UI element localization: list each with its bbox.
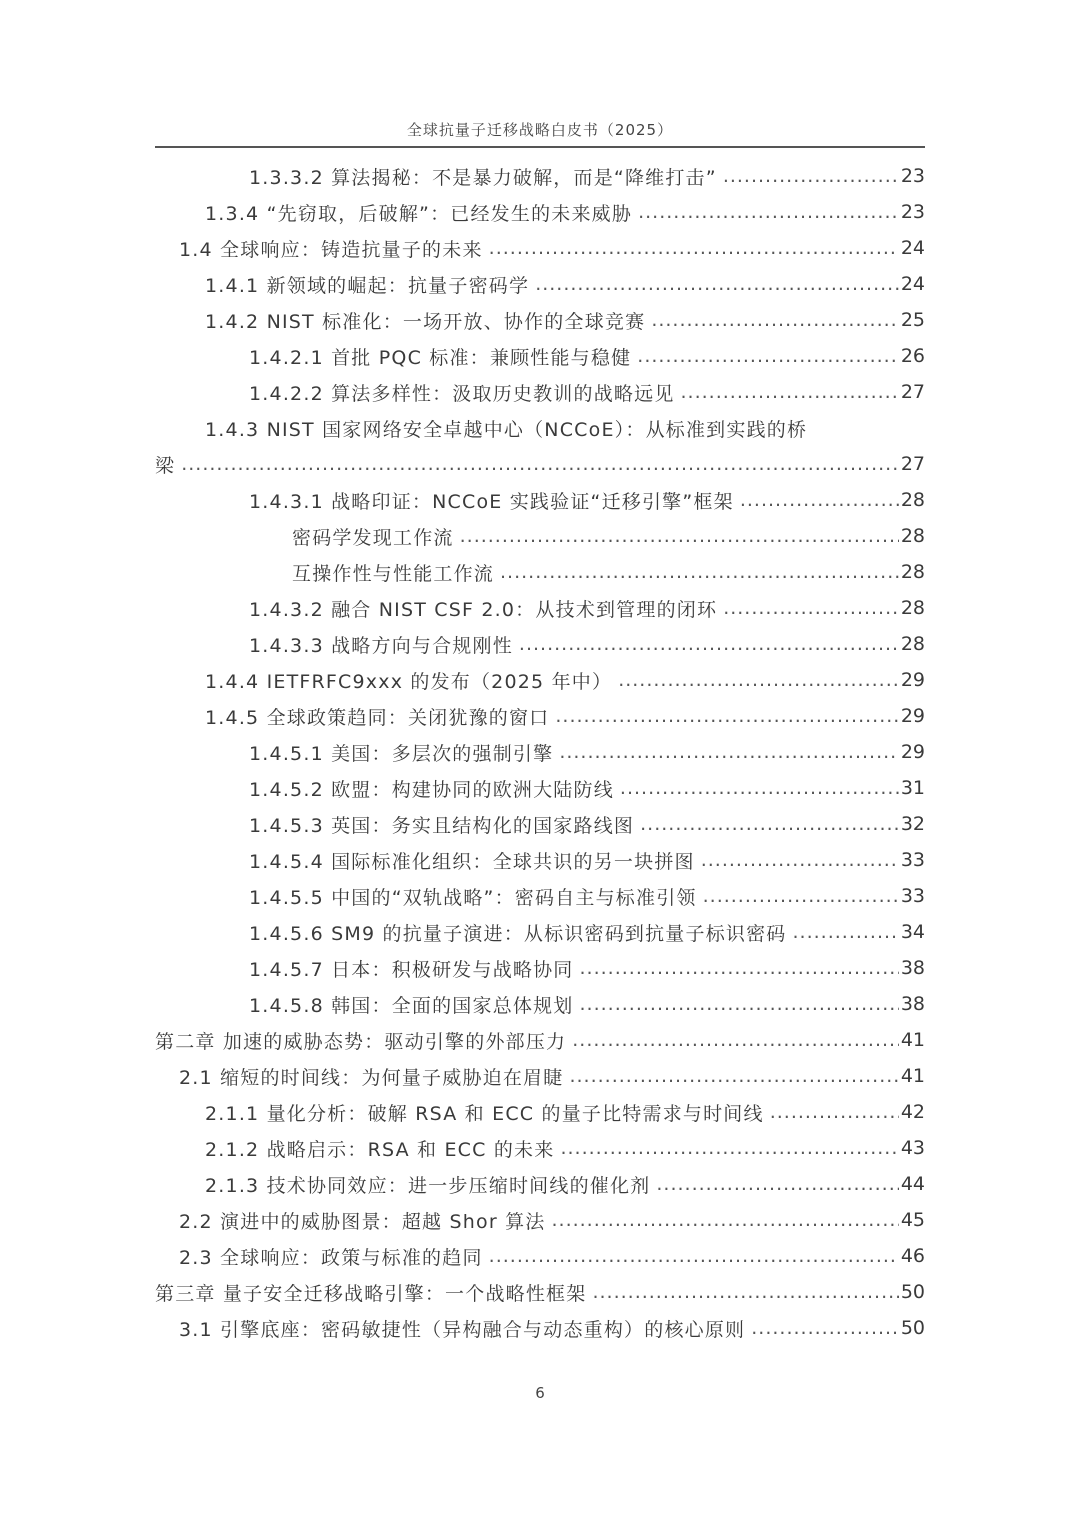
toc-entry-title: 2.1.1 量化分析：破解 RSA 和 ECC 的量子比特需求与时间线 bbox=[205, 1102, 764, 1125]
toc-leader bbox=[551, 1209, 898, 1231]
toc-entry[interactable] bbox=[155, 554, 925, 590]
toc-entry-title: 1.4.2.2 算法多样性：汲取历史教训的战略远见 bbox=[249, 382, 675, 405]
toc-page-number: 29 bbox=[900, 741, 925, 763]
toc-entry[interactable] bbox=[155, 950, 925, 986]
toc-page-number: 31 bbox=[900, 777, 925, 799]
toc-page-number: 42 bbox=[900, 1101, 925, 1123]
toc-leader bbox=[656, 1173, 898, 1195]
toc-entry[interactable] bbox=[155, 734, 925, 770]
toc-leader bbox=[569, 1065, 898, 1087]
toc-entry-title: 1.4.5.8 韩国：全面的国家总体规划 bbox=[249, 994, 574, 1017]
toc-page-number: 27 bbox=[900, 381, 925, 403]
toc-page-number: 41 bbox=[900, 1029, 925, 1051]
header-rule bbox=[155, 146, 925, 148]
toc-entry-title: 1.4.5.7 日本：积极研发与战略协同 bbox=[249, 958, 574, 981]
toc-entry-continuation[interactable] bbox=[155, 446, 925, 482]
toc-entry[interactable] bbox=[155, 194, 925, 230]
toc-leader bbox=[740, 489, 899, 511]
toc-entry[interactable] bbox=[155, 842, 925, 878]
toc-entry-title: 1.4.3 NIST 国家网络安全卓越中心（NCCoE）：从标准到实践的桥 bbox=[205, 418, 808, 441]
toc-entry-title: 第三章 量子安全迁移战略引擎：一个战略性框架 bbox=[155, 1282, 587, 1305]
toc-leader bbox=[723, 597, 899, 619]
toc-entry-title: 1.4.5.3 英国：务实且结构化的国家路线图 bbox=[249, 814, 635, 837]
toc-entry[interactable] bbox=[155, 986, 925, 1022]
toc-page-number: 33 bbox=[900, 849, 925, 871]
toc-page-number: 33 bbox=[900, 885, 925, 907]
toc-entry-title: 2.1 缩短的时间线：为何量子威胁迫在眉睫 bbox=[179, 1066, 564, 1089]
toc-entry[interactable] bbox=[155, 230, 925, 266]
toc-leader bbox=[489, 1245, 899, 1267]
toc-entry[interactable] bbox=[155, 410, 925, 446]
toc-leader bbox=[181, 453, 899, 475]
toc-page-number: 50 bbox=[900, 1317, 925, 1339]
toc-leader bbox=[592, 1281, 898, 1303]
toc-leader bbox=[681, 381, 899, 403]
toc-page-number: 25 bbox=[900, 309, 925, 331]
toc-page-number: 38 bbox=[900, 957, 925, 979]
toc-entry[interactable] bbox=[155, 374, 925, 410]
toc-leader bbox=[580, 993, 899, 1015]
toc-entry[interactable] bbox=[155, 626, 925, 662]
toc-entry-title: 1.4.3.3 战略方向与合规刚性 bbox=[249, 634, 513, 657]
toc-page-number: 41 bbox=[900, 1065, 925, 1087]
toc-leader bbox=[572, 1029, 899, 1051]
toc-page-number: 23 bbox=[900, 165, 925, 187]
toc-page-number: 46 bbox=[900, 1245, 925, 1267]
toc-entry-title: 1.3.3.2 算法揭秘：不是暴力破解，而是“降维打击” bbox=[249, 166, 717, 189]
toc-leader bbox=[703, 885, 899, 907]
toc-entry[interactable] bbox=[155, 914, 925, 950]
toc-leader bbox=[618, 669, 899, 691]
toc-entry[interactable] bbox=[155, 770, 925, 806]
toc-leader bbox=[701, 849, 899, 871]
toc-leader bbox=[793, 921, 899, 943]
toc-entry[interactable] bbox=[155, 158, 925, 194]
toc-page-number: 23 bbox=[900, 201, 925, 223]
toc-leader bbox=[535, 273, 899, 295]
toc-entry[interactable] bbox=[155, 1058, 925, 1094]
toc-entry-title: 1.4.3.1 战略印证：NCCoE 实践验证“迁移引擎”框架 bbox=[249, 490, 734, 513]
toc-entry-title: 2.3 全球响应：政策与标准的趋同 bbox=[179, 1246, 483, 1269]
toc-entry-title: 1.4.1 新领域的崛起：抗量子密码学 bbox=[205, 274, 530, 297]
toc-page-number: 26 bbox=[900, 345, 925, 367]
toc-page-number: 29 bbox=[900, 669, 925, 691]
toc-entry[interactable] bbox=[155, 1202, 925, 1238]
toc-leader bbox=[580, 957, 899, 979]
running-header: 全球抗量子迁移战略白皮书（2025） bbox=[406, 121, 674, 139]
toc-entry-title: 密码学发现工作流 bbox=[292, 526, 454, 549]
toc-entry-title: 第二章 加速的威胁态势：驱动引擎的外部压力 bbox=[155, 1030, 567, 1053]
toc-leader bbox=[638, 201, 899, 223]
toc-leader bbox=[723, 165, 899, 187]
page-number: 6 bbox=[535, 1384, 545, 1402]
toc-entry-title: 1.4.5.6 SM9 的抗量子演进：从标识密码到抗量子标识密码 bbox=[249, 922, 787, 945]
toc-chapter-entry[interactable] bbox=[155, 1274, 925, 1310]
toc-entry-title: 1.3.4 “先窃取，后破解”：已经发生的未来威胁 bbox=[205, 202, 633, 225]
toc-entry[interactable] bbox=[155, 482, 925, 518]
toc-chapter-entry[interactable] bbox=[155, 1022, 925, 1058]
toc-entry-title: 1.4.5.1 美国：多层次的强制引擎 bbox=[249, 742, 554, 765]
toc-page-number: 32 bbox=[900, 813, 925, 835]
toc-entry[interactable] bbox=[155, 338, 925, 374]
toc-page-number: 43 bbox=[900, 1137, 925, 1159]
toc-entry[interactable] bbox=[155, 698, 925, 734]
toc-entry-title: 1.4.4 IETFRFC9xxx 的发布（2025 年中） bbox=[205, 670, 613, 693]
toc-entry[interactable] bbox=[155, 1310, 925, 1346]
toc-entry-title: 1.4.2.1 首批 PQC 标准：兼顾性能与稳健 bbox=[249, 346, 632, 369]
toc-entry-title: 1.4.5.4 国际标准化组织：全球共识的另一块拼图 bbox=[249, 850, 695, 873]
toc-leader bbox=[560, 1137, 898, 1159]
toc-page-number: 28 bbox=[900, 489, 925, 511]
toc-leader bbox=[651, 309, 899, 331]
toc-leader bbox=[751, 1317, 899, 1339]
toc-leader bbox=[559, 741, 899, 763]
toc-entry[interactable] bbox=[155, 518, 925, 554]
toc-page-number: 28 bbox=[900, 561, 925, 583]
toc-entry[interactable] bbox=[155, 590, 925, 626]
toc-leader bbox=[519, 633, 899, 655]
toc-entry-title: 2.1.3 技术协同效应：进一步压缩时间线的催化剂 bbox=[205, 1174, 651, 1197]
toc-page-number: 50 bbox=[900, 1281, 925, 1303]
toc-page-number: 28 bbox=[900, 633, 925, 655]
toc-leader bbox=[620, 777, 899, 799]
toc-entry-title: 互操作性与性能工作流 bbox=[292, 562, 495, 585]
toc-page-number: 44 bbox=[900, 1173, 925, 1195]
toc-leader bbox=[500, 561, 899, 583]
toc-leader bbox=[555, 705, 898, 727]
toc-leader bbox=[637, 345, 899, 367]
toc-entry[interactable] bbox=[155, 662, 925, 698]
toc-page-number: 28 bbox=[900, 525, 925, 547]
toc-entry[interactable] bbox=[155, 266, 925, 302]
toc-leader bbox=[489, 237, 899, 259]
toc-entry-title: 1.4.3.2 融合 NIST CSF 2.0：从技术到管理的闭环 bbox=[249, 598, 718, 621]
toc-entry[interactable] bbox=[155, 1238, 925, 1274]
toc-entry[interactable] bbox=[155, 1094, 925, 1130]
toc-page-number: 27 bbox=[900, 453, 925, 475]
toc-entry-title: 2.2 演进中的威胁图景：超越 Shor 算法 bbox=[179, 1210, 546, 1233]
toc-entry[interactable] bbox=[155, 1166, 925, 1202]
toc-entry-title: 梁 bbox=[155, 454, 176, 477]
toc-page-number: 38 bbox=[900, 993, 925, 1015]
toc-entry-title: 1.4.2 NIST 标准化：一场开放、协作的全球竞赛 bbox=[205, 310, 646, 333]
toc-leader bbox=[460, 525, 899, 547]
toc-page-number: 24 bbox=[900, 273, 925, 295]
toc-page-number: 45 bbox=[900, 1209, 925, 1231]
toc-entry[interactable] bbox=[155, 806, 925, 842]
toc-entry-title: 3.1 引擎底座：密码敏捷性（异构融合与动态重构）的核心原则 bbox=[179, 1318, 746, 1341]
toc-entry[interactable] bbox=[155, 878, 925, 914]
toc-page-number: 28 bbox=[900, 597, 925, 619]
toc-leader bbox=[640, 813, 899, 835]
toc-entry-title: 1.4.5.5 中国的“双轨战略”：密码自主与标准引领 bbox=[249, 886, 697, 909]
toc-page-number: 29 bbox=[900, 705, 925, 727]
toc-page-number: 24 bbox=[900, 237, 925, 259]
toc-entry-title: 2.1.2 战略启示：RSA 和 ECC 的未来 bbox=[205, 1138, 555, 1161]
toc-entry-title: 1.4.5.2 欧盟：构建协同的欧洲大陆防线 bbox=[249, 778, 614, 801]
toc-entry-title: 1.4 全球响应：铸造抗量子的未来 bbox=[179, 238, 483, 261]
toc-page-number: 34 bbox=[900, 921, 925, 943]
toc-entry-title: 1.4.5 全球政策趋同：关闭犹豫的窗口 bbox=[205, 706, 550, 729]
toc-entry[interactable] bbox=[155, 1130, 925, 1166]
toc-entry[interactable] bbox=[155, 302, 925, 338]
toc-leader bbox=[770, 1101, 899, 1123]
